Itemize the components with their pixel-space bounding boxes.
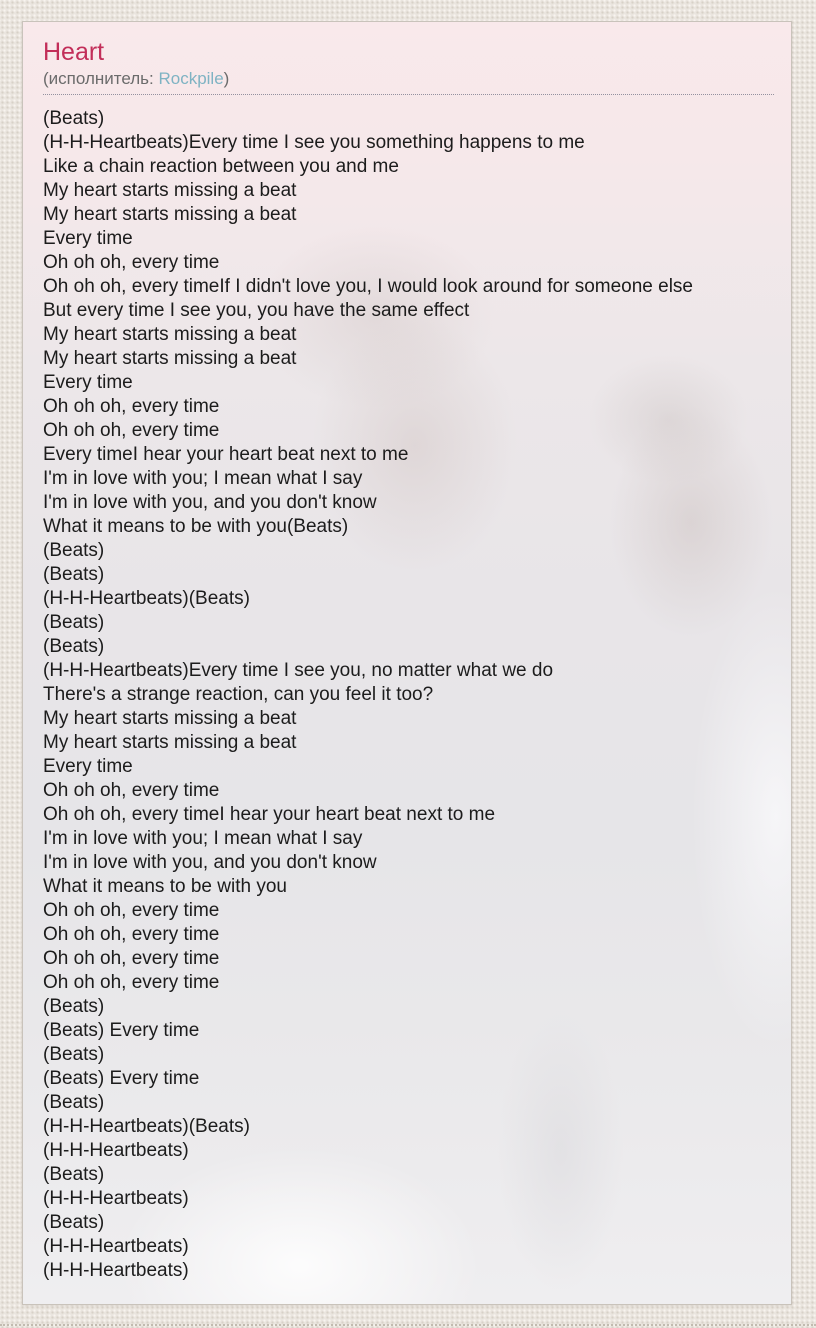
- artist-line: [43, 69, 774, 95]
- lyric-line: I'm in love with you; I mean what I say: [43, 468, 363, 489]
- lyric-line: I'm in love with you, and you don't know: [43, 492, 377, 513]
- lyric-line: My heart starts missing a beat: [43, 180, 297, 201]
- lyric-line: (H-H-Heartbeats): [43, 1188, 189, 1209]
- artist-suffix: ): [223, 69, 230, 88]
- lyric-line: Every timeI hear your heart beat next to me: [43, 444, 409, 465]
- lyric-line: Oh oh oh, every time: [43, 900, 220, 921]
- lyric-line: My heart starts missing a beat: [43, 204, 297, 225]
- lyric-line: Every time: [43, 756, 133, 777]
- lyric-line: My heart starts missing a beat: [43, 708, 297, 729]
- lyric-line: Every time: [43, 228, 133, 249]
- lyric-line: Oh oh oh, every time: [43, 924, 220, 945]
- lyric-line: (H-H-Heartbeats): [43, 1260, 189, 1281]
- card-inner: [23, 22, 791, 1283]
- lyric-line: Oh oh oh, every time: [43, 396, 220, 417]
- lyric-line: Every time: [43, 372, 133, 393]
- lyric-line: I'm in love with you, and you don't know: [43, 852, 377, 873]
- lyric-line: (Beats): [43, 612, 105, 633]
- lyric-line: (Beats): [43, 540, 105, 561]
- lyric-line: (Beats): [43, 564, 105, 585]
- song-title: Heart: [43, 38, 105, 66]
- lyric-line: (Beats) Every time: [43, 1068, 200, 1089]
- lyric-line: My heart starts missing a beat: [43, 324, 297, 345]
- lyric-line: (Beats): [43, 1212, 105, 1233]
- lyric-line: I'm in love with you; I mean what I say: [43, 828, 363, 849]
- lyric-line: (H-H-Heartbeats)Every time I see you, no matter what we do: [43, 660, 554, 681]
- bottom-separator: [0, 1324, 816, 1326]
- lyric-line: (Beats): [43, 1164, 105, 1185]
- lyric-line: Oh oh oh, every time: [43, 948, 220, 969]
- lyric-line: (H-H-Heartbeats)Every time I see you something happens to me: [43, 132, 585, 153]
- artist-link[interactable]: Rockpile: [158, 69, 224, 88]
- lyric-line: (H-H-Heartbeats)(Beats): [43, 1116, 250, 1137]
- lyric-line: Oh oh oh, every timeIf I didn't love you, I would look around for someone else: [43, 276, 693, 297]
- lyric-line: (Beats): [43, 108, 105, 129]
- lyric-line: (H-H-Heartbeats): [43, 1236, 189, 1257]
- lyric-line: (Beats): [43, 1092, 105, 1113]
- lyric-line: There's a strange reaction, can you feel it too?: [43, 684, 434, 705]
- lyric-line: Oh oh oh, every timeI hear your heart beat next to me: [43, 804, 496, 825]
- lyric-line: (Beats): [43, 1044, 105, 1065]
- lyric-line: Oh oh oh, every time: [43, 252, 220, 273]
- lyric-line: (Beats): [43, 996, 105, 1017]
- lyrics-text: [43, 107, 774, 1283]
- lyric-line: (H-H-Heartbeats): [43, 1140, 189, 1161]
- lyrics-card: [22, 21, 792, 1305]
- lyric-line: Oh oh oh, every time: [43, 972, 220, 993]
- lyric-line: Oh oh oh, every time: [43, 420, 220, 441]
- lyric-line: Oh oh oh, every time: [43, 780, 220, 801]
- lyric-line: But every time I see you, you have the same effect: [43, 300, 470, 321]
- lyric-line: (H-H-Heartbeats)(Beats): [43, 588, 250, 609]
- lyric-line: My heart starts missing a beat: [43, 732, 297, 753]
- lyric-line: My heart starts missing a beat: [43, 348, 297, 369]
- lyric-line: (Beats) Every time: [43, 1020, 200, 1041]
- lyric-line: (Beats): [43, 636, 105, 657]
- artist-label: (исполнитель:: [43, 69, 159, 88]
- lyric-line: Like a chain reaction between you and me: [43, 156, 399, 177]
- lyric-line: What it means to be with you(Beats): [43, 516, 349, 537]
- lyric-line: What it means to be with you: [43, 876, 287, 897]
